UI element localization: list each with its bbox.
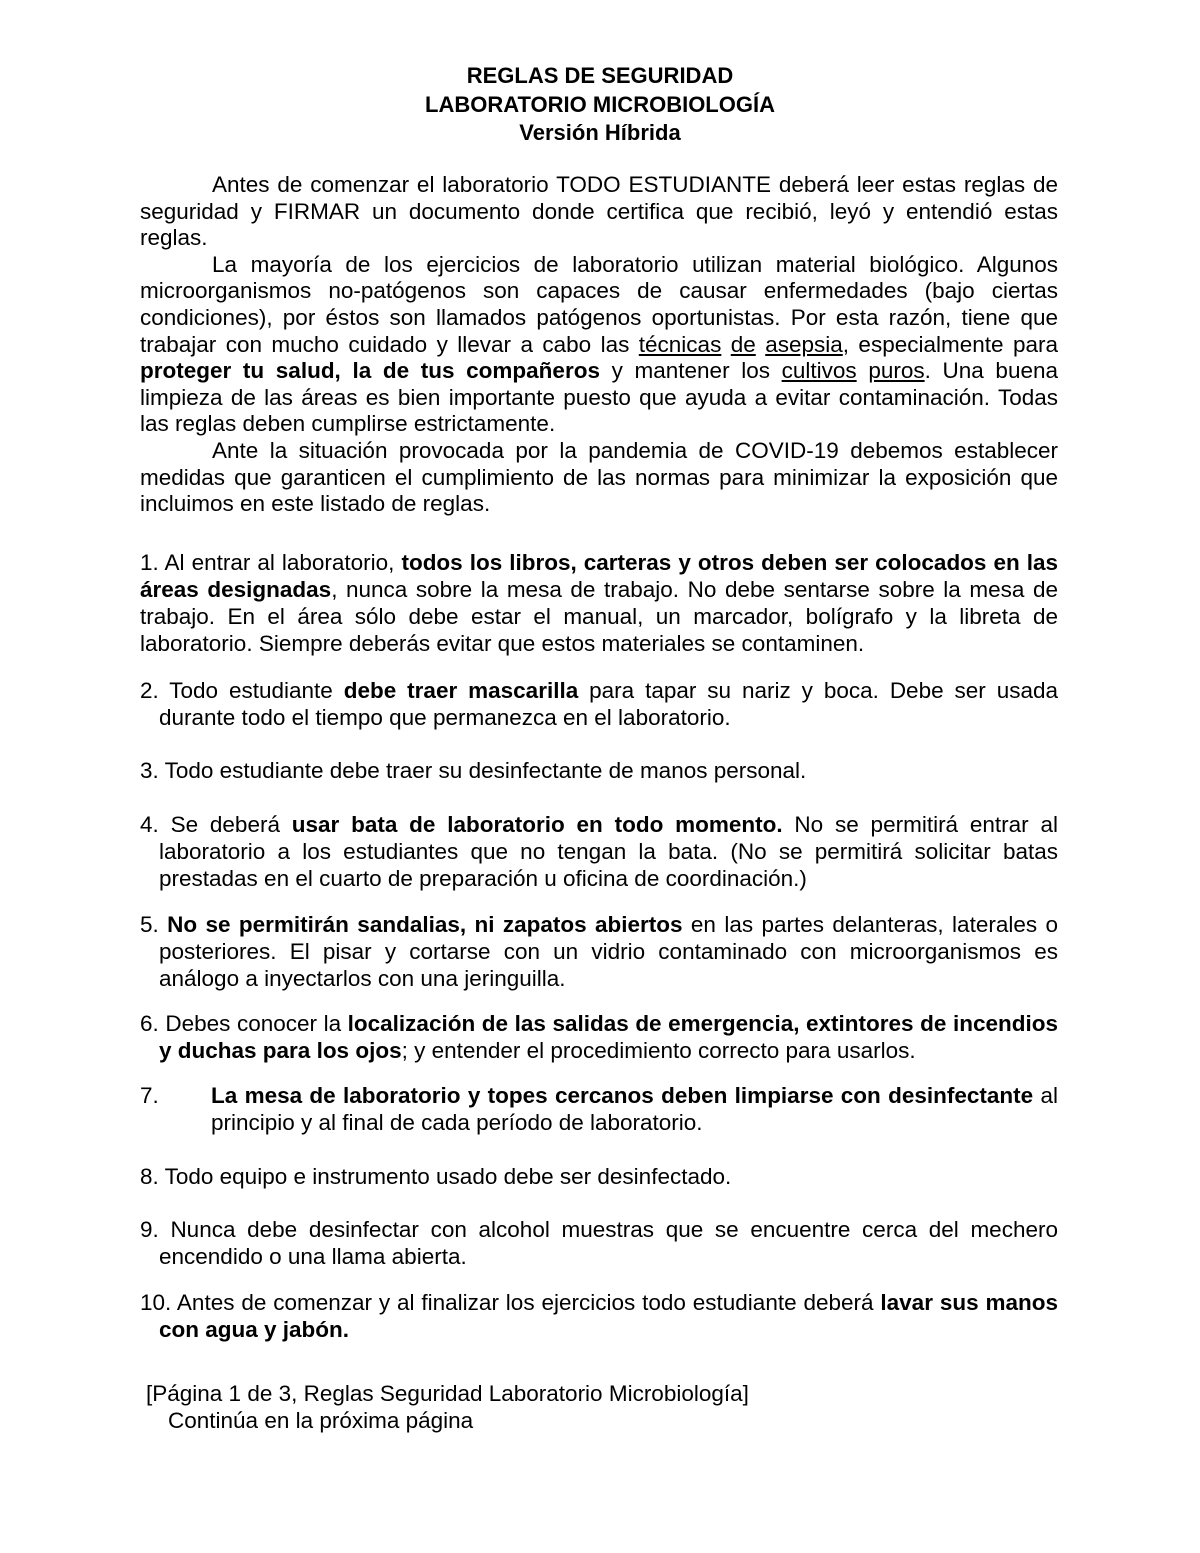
rule-3: 3. Todo estudiante debe traer su desinfectante de manos personal. — [140, 758, 807, 783]
rule-7: 7. La mesa de laboratorio y topes cercanos deben limpiarse con desinfectante al principio y al final de cada período de laboratorio. — [140, 1083, 1058, 1135]
title-line-3: Versión Híbrida — [519, 120, 681, 145]
rule-6: 6. Debes conocer la localización de las salidas de emergencia, extintores de incendios y duchas para los ojos; y entender el procedimiento correcto para usarlos. — [140, 1011, 1058, 1063]
rule-1: 1. Al entrar al laboratorio, todos los libros, carteras y otros deben ser colocados en las áreas designadas, nunca sobre la mesa de trabajo. No debe sentarse sobre la mesa de trabajo. En el área sólo debe estar el manual, un marcador, bolígrafo y la libreta de laboratorio. Siempre deberás evitar que estos materiales se contaminen. — [140, 550, 1059, 656]
intro-section — [140, 172, 1058, 518]
rule-4: 4. Se deberá usar bata de laboratorio en todo momento. No se permitirá entrar al laboratorio a los estudiantes que no tengan la bata. (No se permitirá solicitar batas prestadas en el cuarto de preparación u oficina de coordinación.) — [140, 812, 1058, 891]
footer-continue-note: Continúa en la próxima página — [168, 1408, 474, 1433]
rule-10: 10. Antes de comenzar y al finalizar los ejercicios todo estudiante deberá lavar sus manos con agua y jabón. — [140, 1290, 1058, 1342]
document-title — [0, 62, 1200, 148]
page-footer — [146, 1380, 749, 1434]
title-line-1: REGLAS DE SEGURIDAD — [466, 63, 734, 88]
footer-page-info: [Página 1 de 3, Reglas Seguridad Laboratorio Microbiología] — [146, 1381, 749, 1406]
rule-8: 8. Todo equipo e instrumento usado debe ser desinfectado. — [140, 1164, 732, 1189]
rule-5: 5. No se permitirán sandalias, ni zapatos abiertos en las partes delanteras, laterales o posteriores. El pisar y cortarse con un vidrio contaminado con microorganismos es análogo a inyectarlos con una jeringuilla. — [140, 912, 1058, 991]
intro-paragraph-2: La mayoría de los ejercicios de laboratorio utilizan material biológico. Algunos microorganismos no-patógenos son capaces de causar enfermedades (bajo ciertas condiciones), por éstos son llamados patógenos oportunistas. Por esta razón, tiene que trabajar con mucho cuidado y llevar a cabo las técnicas de asepsia, especialmente para proteger tu salud, la de tus compañeros y mantener los cultivos puros. Una buena limpieza de las áreas es bien importante puesto que ayuda a evitar contaminación. Todas las reglas deben cumplirse estrictamente. — [140, 251, 1058, 437]
rule-2: 2. Todo estudiante debe traer mascarilla para tapar su nariz y boca. Debe ser usada durante todo el tiempo que permanezca en el laboratorio. — [140, 678, 1059, 730]
rule-9: 9. Nunca debe desinfectar con alcohol muestras que se encuentre cerca del mechero encendido o una llama abierta. — [140, 1217, 1058, 1269]
title-line-2: LABORATORIO MICROBIOLOGÍA — [425, 91, 775, 117]
intro-paragraph-1: Antes de comenzar el laboratorio TODO ESTUDIANTE deberá leer estas reglas de seguridad y FIRMAR un documento donde certifica que recibió, leyó y entendió estas reglas. — [140, 172, 1058, 251]
intro-paragraph-3: Ante la situación provocada por la pandemia de COVID-19 debemos establecer medidas que garanticen el cumplimiento de las normas para minimizar la exposición que incluimos en este listado de reglas. — [140, 437, 1058, 517]
